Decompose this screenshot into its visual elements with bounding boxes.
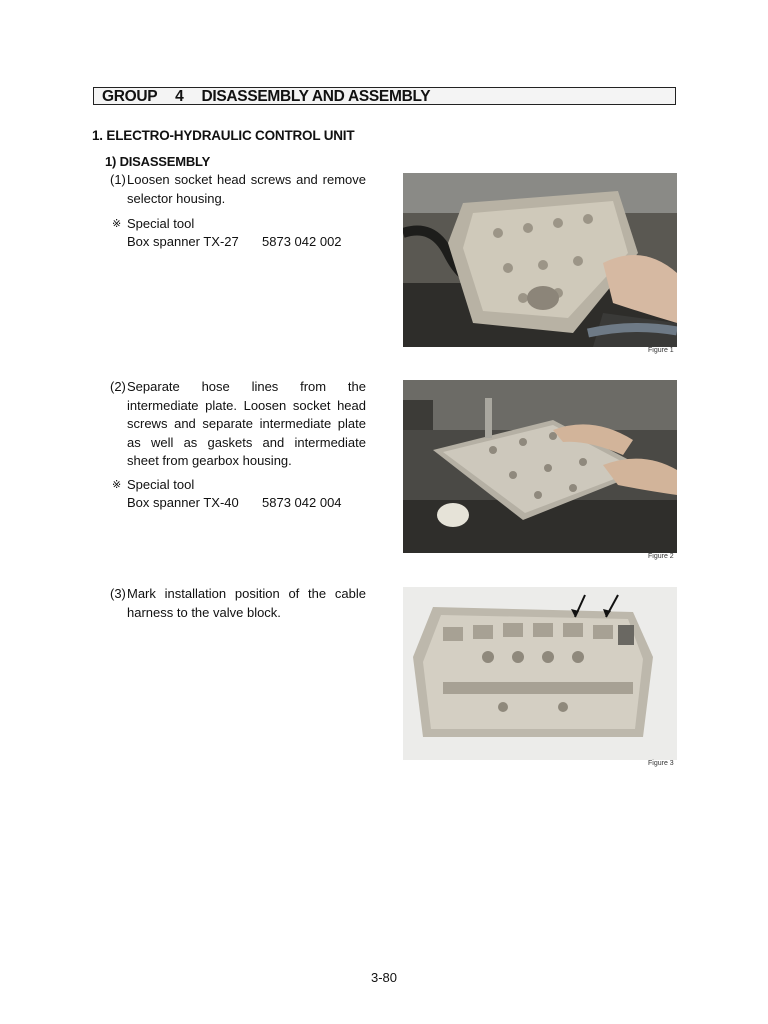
step-text: Loosen socket head screws and remove selector housing. (127, 172, 366, 206)
step-2 (110, 378, 366, 472)
page-number: 3-80 (370, 970, 398, 985)
group-number: 4 (175, 88, 184, 105)
figure-1-caption: Figure 1 (648, 347, 674, 354)
step-number: (3) (110, 586, 126, 601)
note-title: Special tool (127, 216, 195, 231)
step-1 (110, 171, 366, 211)
step-text: Separate hose lines from the intermediate plate. Loosen socket head screws and separate intermediate plate as well as gaskets and intermediate sheet from gearbox housing. (127, 379, 366, 468)
group-heading (93, 87, 676, 105)
note-mark: ※ (112, 218, 122, 230)
note-mark: ※ (112, 479, 122, 491)
special-tool-note-2 (112, 476, 372, 516)
tool-name: Box spanner TX-27 (127, 234, 239, 249)
group-title: DISASSEMBLY AND ASSEMBLY (201, 88, 431, 105)
note-title: Special tool (127, 477, 195, 492)
special-tool-note-1 (112, 215, 372, 255)
part-number: 5873 042 004 (262, 495, 342, 510)
tool-name: Box spanner TX-40 (127, 495, 239, 510)
figure-2-caption: Figure 2 (648, 553, 674, 560)
section-title: 1. ELECTRO-HYDRAULIC CONTROL UNIT (92, 128, 355, 143)
figure-3-photo (403, 587, 677, 760)
step-number: (1) (110, 172, 126, 187)
part-number: 5873 042 002 (262, 234, 342, 249)
step-3 (110, 585, 366, 625)
figure-3-caption: Figure 3 (648, 760, 674, 767)
subsection-title: 1) DISASSEMBLY (105, 154, 211, 169)
step-number: (2) (110, 379, 126, 394)
figure-2-photo (403, 380, 677, 553)
group-label: GROUP (102, 88, 158, 105)
step-text: Mark installation position of the cable harness to the valve block. (127, 586, 366, 620)
figure-1-photo (403, 173, 677, 347)
